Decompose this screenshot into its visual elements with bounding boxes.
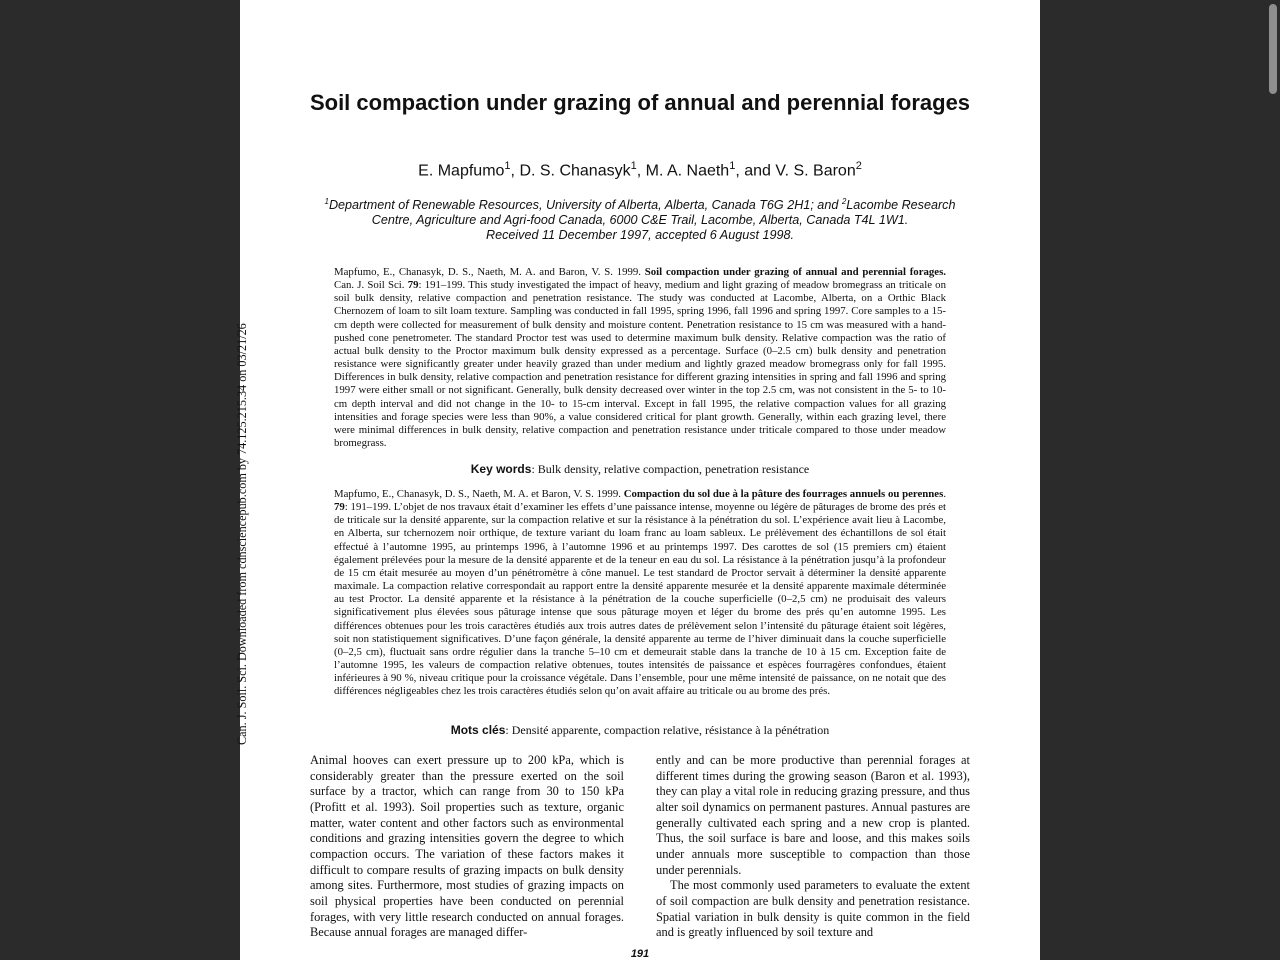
author-separator: , — [510, 162, 520, 180]
affiliation-1: Department of Renewable Resources, University of Alberta, Alberta, Canada T6G 2H1; and — [328, 198, 842, 213]
vertical-scrollbar[interactable] — [1266, 0, 1280, 960]
abstract-journal: . — [943, 488, 947, 500]
abstract-french — [334, 488, 946, 699]
author-name: M. A. Naeth — [645, 162, 730, 180]
author-list — [300, 160, 980, 180]
keywords-label: Key words — [470, 462, 532, 476]
keywords-label: Mots clés — [450, 723, 506, 737]
abstract-journal: Can. J. Soil Sci. — [334, 279, 408, 292]
affil-marker: 1 — [324, 197, 329, 206]
affil-marker: 2 — [841, 197, 847, 206]
page-number: 191 — [630, 948, 650, 960]
author-affil-marker: 2 — [855, 160, 862, 172]
body-paragraph: The most commonly used parameters to evaluate the extent of soil compaction are bulk density and penetration resistance. Spatial variation in bulk density is quite common in the field and is greatly influenced by soil texture and — [656, 878, 970, 940]
received-dates: Received 11 December 1997, accepted 6 August 1998. — [485, 228, 795, 243]
affiliations — [320, 194, 960, 243]
author-separator: , and — [735, 162, 776, 180]
abstract-text: : 191–199. L’objet de nos travaux était d’examiner les effets d’une paissance intense, moyenne ou légère de pâturages de brome des prés et de triticale sur la densité apparente, sur la compaction relative et sur la résistance à la pénétration du sol. L’expérience avait lieu à Lacombe, en Alberta, sur tchernozem noir orthique, de texture variant du loam franc au loam sableux. Le prélèvement des échantillons de sol était effectué à l’automne 1995, au printemps 1996, à l’automne 1996 et au printemps 1997. Des carottes de sol (15 premiers cm) étaient également prélevées pour la mesure de la densité apparente et de la teneur en eau du sol. La résistance à la pénétration jusqu’à la profondeur de 15 cm était mesurée au moyen d’un pénétromètre à cône manuel. Le test standard de Proctor servait à déterminer la densité apparente maximale. La compaction relative correspondait au rapport entre la densité apparente mesurée et la densité apparente maximale déterminée au test Proctor. La densité apparente et la résistance à la pénétration de la couche superficielle (0–2,5 cm) ne produisait des valeurs significativement plus élevées sous pâturage intense que sous pâturage moyen et léger du brome des prés qu’en automne 1995. Les différences obtenues pour les trois caractères étudiés aux trois autres dates de prélèvement selon l’intensité du pâturage étaient soit légères, soit non statistiquement significatives. D’une façon générale, la densité apparente au terme de l’hiver diminuait dans la couche superficielle (0–2,5 cm), fluctuait sans ordre régulier dans la tranche 5–10 cm et demeurait stable dans la tranche de 10 à 15 cm. Exception faite de l’automne 1995, les valeurs de compaction relative obtenues, toutes intensités de paissance et espèces fourragères confondues, étaient inférieures à 90 %, niveau critique pour la croissance végétale. Dans l’ensemble, pour une même intensité de paissance, on ne notait que des différences négligeables chez les trois caractères étudiés selon qu’on avait affaire au triticale ou au brome des prés. — [334, 501, 946, 698]
affiliation-2: Lacombe Research Centre, Agriculture and Agri-food Canada, 6000 C&E Trail, Lacombe, Alberta, Canada T4L 1W1. — [371, 198, 956, 228]
abstract-citation-title: Compaction du sol due à la pâture des fourrages annuels ou perennes — [623, 488, 944, 500]
abstract-citation-title: Soil compaction under grazing of annual and perennial forages. — [644, 266, 946, 278]
abstract-english — [334, 266, 946, 450]
scrollbar-thumb[interactable] — [1269, 4, 1277, 94]
author-name: E. Mapfumo — [418, 162, 505, 180]
keywords-text: : Bulk density, relative compaction, penetration resistance — [531, 462, 810, 476]
paper-title: Soil compaction under grazing of annual and perennial forages — [309, 90, 971, 115]
abstract-volume: 79 — [334, 501, 345, 514]
body-paragraph: Animal hooves can exert pressure up to 200 kPa, which is considerably greater than the pressure exerted on the soil surface by a tractor, which can range from 30 to 150 kPa (Profitt et al. 1993). Soil properties such as texture, organic matter, water content and other factors such as environmental conditions and grazing intensities govern the degree to which compaction occurs. The variation of these factors makes it difficult to compare results of grazing impacts on bulk density among sites. Furthermore, most studies of grazing impacts on soil physical properties have been conducted on perennial forages, with very little research conducted on annual forages. Because annual forages are managed differ- — [310, 753, 624, 940]
abstract-volume: 79 — [407, 279, 419, 292]
body-column-left — [310, 753, 624, 941]
abstract-citation: Mapfumo, E., Chanasyk, D. S., Naeth, M. A. and Baron, V. S. 1999. — [334, 266, 645, 278]
author-separator: , — [636, 162, 646, 180]
author-name: D. S. Chanasyk — [519, 162, 631, 180]
author-affil-marker: 1 — [630, 160, 637, 172]
author-name: V. S. Baron — [775, 162, 856, 180]
keywords-english — [334, 462, 946, 477]
keywords-french — [334, 723, 946, 738]
abstract-citation: Mapfumo, E., Chanasyk, D. S., Naeth, M. A. et Baron, V. S. 1999. — [334, 488, 624, 500]
author-affil-marker: 1 — [729, 160, 736, 172]
author-affil-marker: 1 — [504, 160, 511, 172]
body-column-right — [656, 753, 970, 941]
body-paragraph: ently and can be more productive than perennial forages at different times during the growing season (Baron et al. 1993), they can play a vital role in reducing grazing pressure, and thus alter soil dynamics on permanent pastures. Annual pastures are generally cultivated each spring and a new crop is planted. Thus, the soil surface is bare and loose, and this makes soils under annuals more susceptible to compaction than those under perennials. — [656, 753, 970, 877]
abstract-text: : 191–199. This study investigated the impact of heavy, medium and light grazing of meadow bromegrass an triticale on soil bulk density, relative compaction and penetration resistance. The study was conducted at Lacombe, Alberta, on a Orthic Black Chernozem of loam to silt loam texture. Sampling was conducted in fall 1995, spring 1996, fall 1996 and spring 1997. Core samples to a 15-cm depth were collected for measurement of bulk density and moisture content. Penetration resistance to 15 cm was measured with a hand-pushed cone penetrometer. The standard Proctor test was used to determine maximum bulk density. Relative compaction was the ratio of actual bulk density to the Proctor maximum bulk density expressed as a percentage. Surface (0–2.5 cm) bulk density and penetration resistance were significantly greater under heavily grazed than under medium and lightly grazed meadow bromegrass only for fall 1995. Differences in bulk density, relative compaction and penetration resistance for different grazing intensities in spring and fall 1996 and spring 1997 were either small or not significant. Generally, bulk density decreased over winter in the top 2.5 cm, was not consistent in the 5- to 10-cm depth interval and did not change in the 10- to 15-cm interval. Except in fall 1995, the relative compaction values for all grazing intensities and forage species were less than 90%, a value considered critical for plant growth. Generally, within each grazing level, there were minimal differences in bulk density, relative compaction and penetration resistance under triticale compared to those under meadow bromegrass. — [334, 279, 946, 450]
download-watermark: Can. J. Soil. Sci. Downloaded from cdnsciencepub.com by 74.125.215.34 on 03/21/26 — [235, 323, 249, 745]
keywords-text: : Densité apparente, compaction relative, résistance à la pénétration — [505, 723, 830, 737]
pdf-page — [235, 0, 1040, 960]
